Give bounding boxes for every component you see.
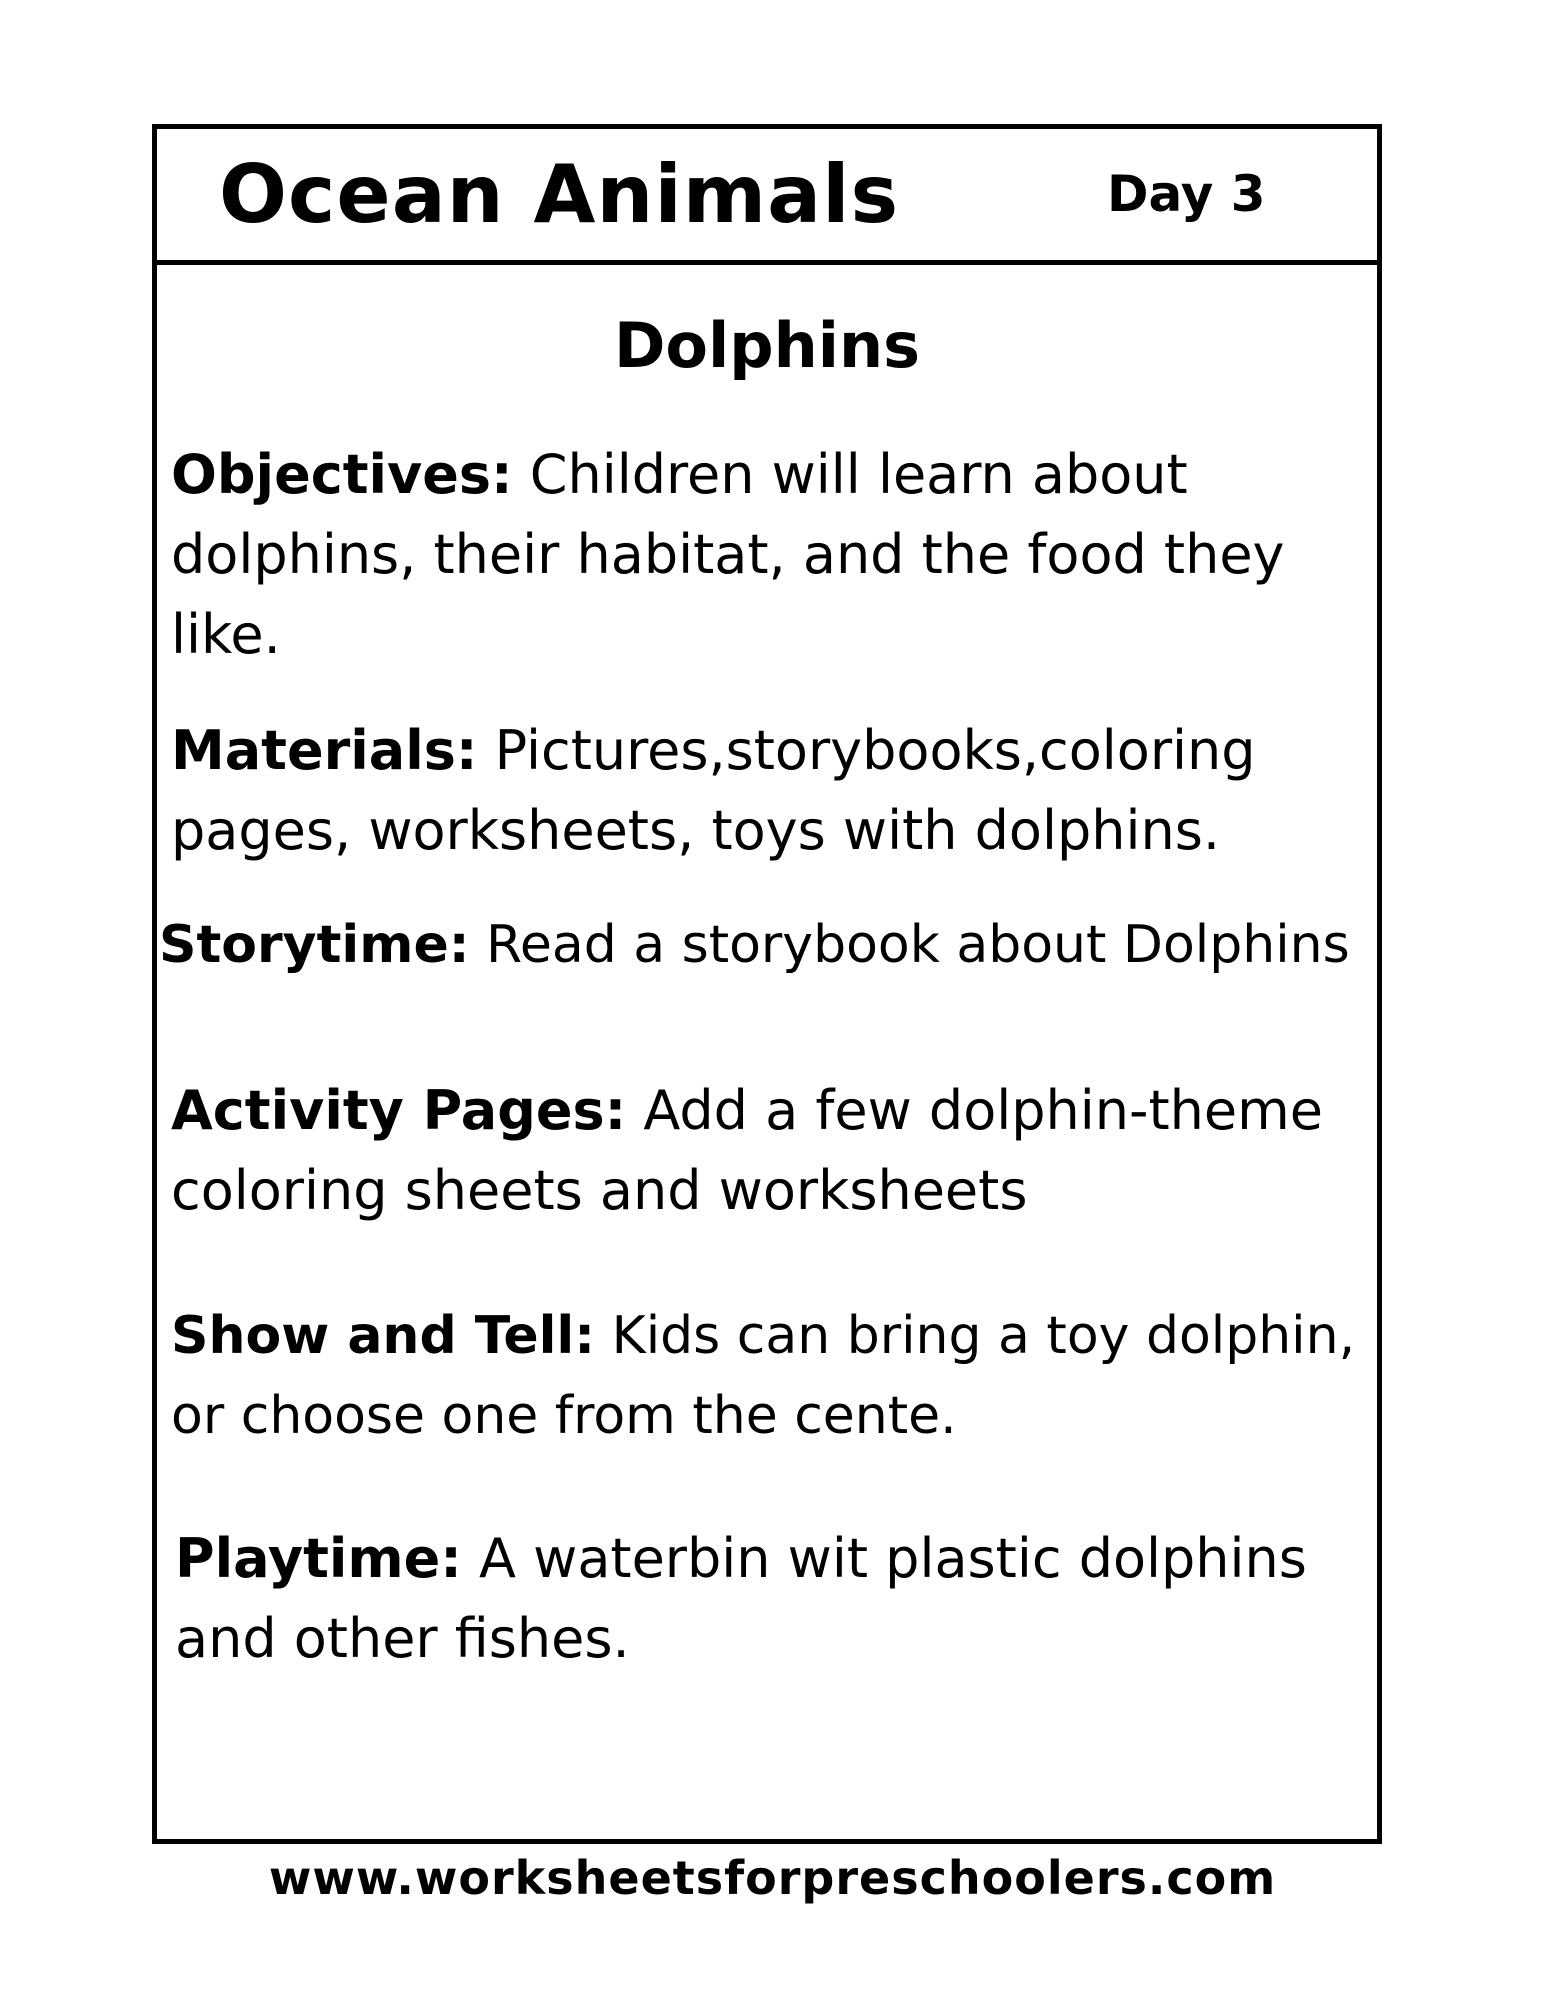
section-label: Activity Pages: xyxy=(171,1079,627,1142)
section-text: Kids can bring a toy dolphin, or choose one from the cente. xyxy=(171,1306,1356,1446)
section-label: Objectives: xyxy=(171,443,513,506)
section-materials xyxy=(171,711,1361,871)
lesson-plan-card xyxy=(152,124,1382,1844)
section-storytime xyxy=(159,905,1369,985)
section-show-and-tell xyxy=(171,1296,1371,1456)
topic-heading: Dolphins xyxy=(613,309,921,382)
section-text: Children will learn about dolphins, their habitat, and the food they like. xyxy=(171,443,1285,666)
section-label: Playtime: xyxy=(175,1527,462,1590)
page-title: Ocean Animals xyxy=(219,148,900,241)
section-label: Materials: xyxy=(171,719,478,782)
section-label: Show and Tell: xyxy=(171,1306,596,1366)
section-text: A waterbin wit plastic dolphins and other fishes. xyxy=(175,1527,1307,1670)
header-bar xyxy=(157,129,1377,265)
section-text: Add a few dolphin-theme coloring sheets and worksheets xyxy=(171,1079,1323,1222)
section-objectives xyxy=(171,435,1361,675)
website-footer: www.worksheetsforpreschoolers.com xyxy=(268,1851,1277,1905)
section-label: Storytime: xyxy=(159,915,470,975)
section-text: Pictures,storybooks,coloring pages, worksheets, toys with dolphins. xyxy=(171,719,1256,862)
day-label: Day 3 xyxy=(1107,165,1266,223)
section-playtime xyxy=(175,1519,1345,1679)
section-activity-pages xyxy=(171,1071,1361,1231)
section-text: Read a storybook about Dolphins xyxy=(486,915,1350,975)
